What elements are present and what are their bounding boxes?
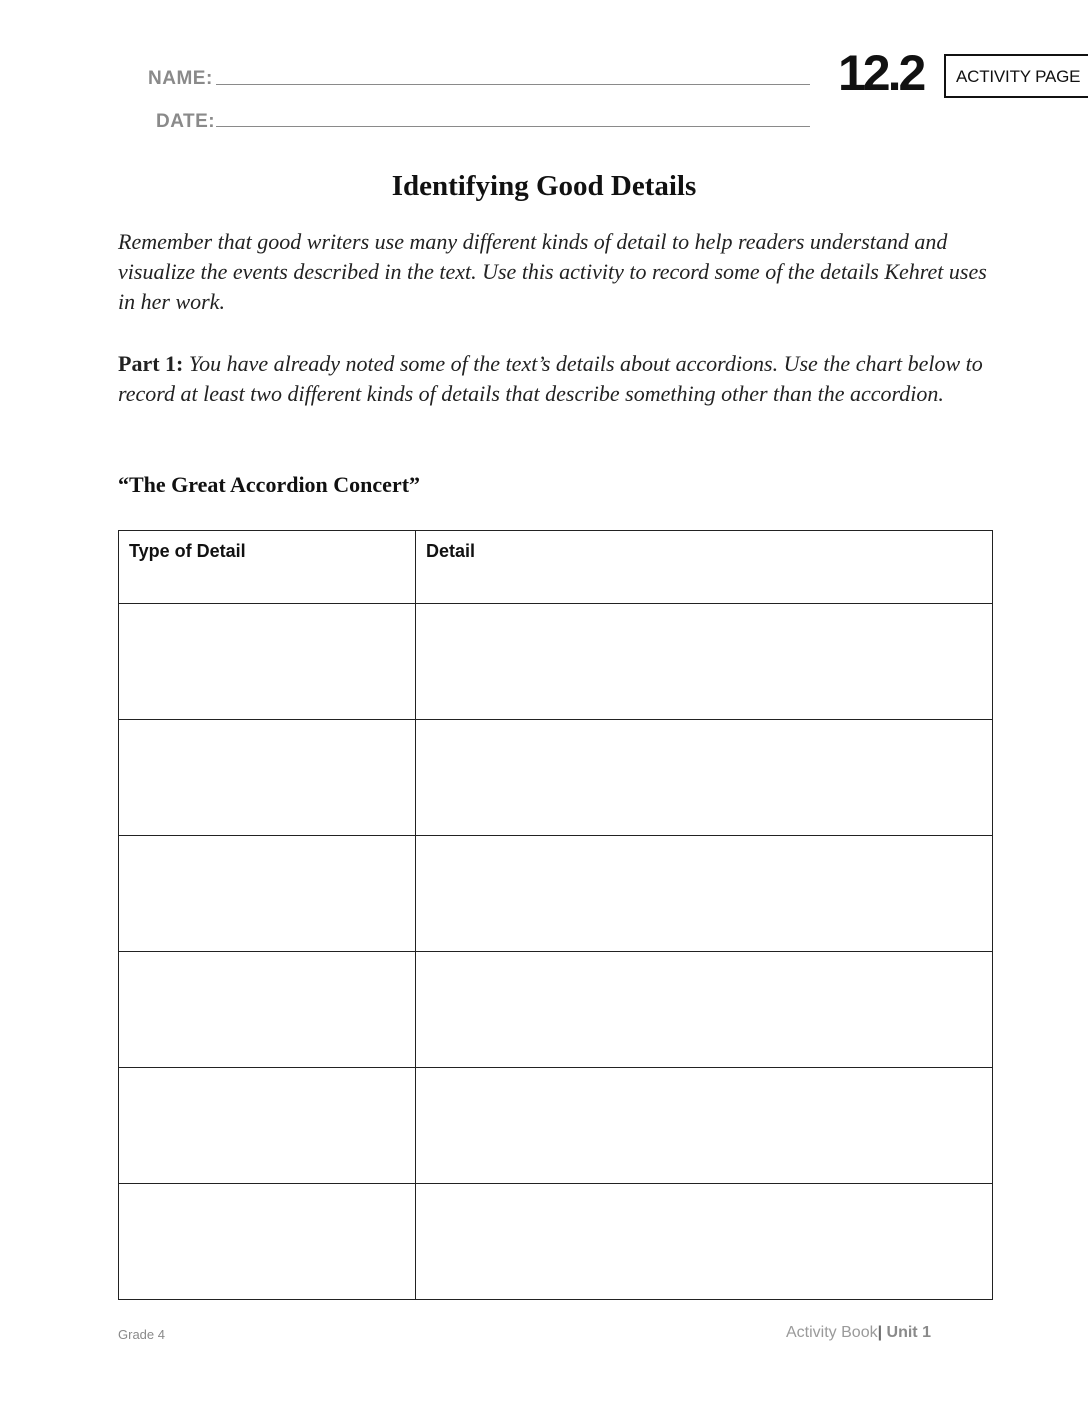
- footer-book-info: [786, 1324, 931, 1342]
- part1-label: Part 1:: [118, 351, 184, 376]
- type-cell[interactable]: [119, 836, 416, 952]
- name-line[interactable]: [216, 84, 810, 85]
- table-row: [119, 952, 993, 1068]
- detail-table: [118, 530, 993, 1300]
- story-title: “The Great Accordion Concert”: [118, 472, 421, 497]
- type-cell[interactable]: [119, 720, 416, 836]
- table-row: [119, 604, 993, 720]
- table-row: [119, 1068, 993, 1184]
- lesson-number: 12.2: [838, 45, 924, 101]
- detail-cell[interactable]: [416, 952, 993, 1068]
- detail-cell[interactable]: [416, 1068, 993, 1184]
- footer-book: Activity Book: [786, 1324, 878, 1341]
- table-row: [119, 720, 993, 836]
- footer-unit: Unit 1: [886, 1324, 931, 1341]
- table-row: [119, 1184, 993, 1300]
- footer-separator: |: [877, 1324, 883, 1341]
- column-header-type: Type of Detail: [119, 531, 416, 604]
- footer-grade: Grade 4: [118, 1327, 165, 1342]
- activity-page-label: ACTIVITY PAGE: [944, 54, 1088, 98]
- name-label: NAME:: [148, 68, 213, 89]
- detail-cell[interactable]: [416, 604, 993, 720]
- type-cell[interactable]: [119, 952, 416, 1068]
- detail-cell[interactable]: [416, 720, 993, 836]
- table-header-row: [119, 531, 993, 604]
- detail-cell[interactable]: [416, 836, 993, 952]
- table-row: [119, 836, 993, 952]
- type-cell[interactable]: [119, 1184, 416, 1300]
- type-cell[interactable]: [119, 604, 416, 720]
- part1-paragraph: [118, 349, 988, 409]
- detail-cell[interactable]: [416, 1184, 993, 1300]
- intro-paragraph: Remember that good writers use many different kinds of detail to help readers understand and visualize the events described in the text. Use this activity to record some of the details Kehret uses in her work.: [118, 229, 987, 314]
- date-line[interactable]: [216, 126, 810, 127]
- column-header-detail: Detail: [416, 531, 993, 604]
- page-title: Identifying Good Details: [391, 170, 697, 202]
- type-cell[interactable]: [119, 1068, 416, 1184]
- date-label: DATE:: [156, 111, 216, 132]
- part1-text: You have already noted some of the text’s details about accordions. Use the chart below to record at least two different kinds of details that describe something other than the accordion.: [118, 351, 983, 406]
